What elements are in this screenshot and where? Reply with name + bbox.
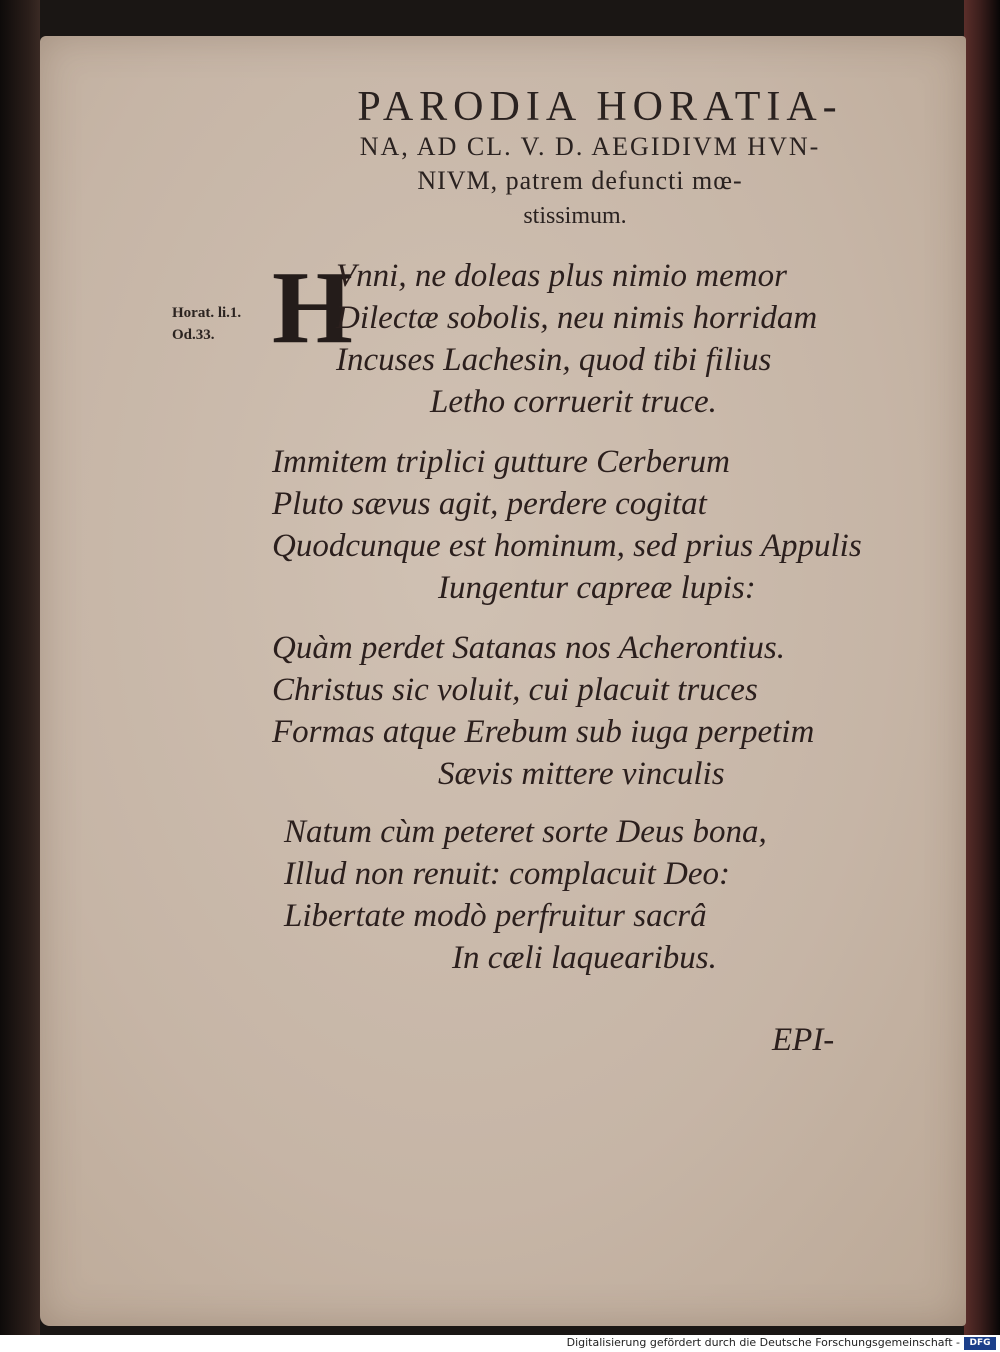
verse-line: Formas atque Erebum sub iuga perpetim [272, 714, 815, 750]
verse-line: Pluto sævus agit, perdere cogitat [272, 486, 707, 522]
margin-note [172, 302, 241, 346]
book-page [40, 36, 966, 1326]
margin-note-line-2: Od.33. [172, 327, 215, 343]
verse-line: Incuses Lachesin, quod tibi filius [336, 342, 772, 378]
page-heading [230, 84, 930, 234]
verse-line: Libertate modò perfruitur sacrâ [284, 898, 707, 934]
heading-line-4: stissimum. [523, 203, 627, 229]
verse-line: Dilectæ sobolis, neu nimis horridam [336, 300, 818, 336]
scan-edge-left [0, 0, 40, 1335]
drop-capital: H [272, 250, 353, 365]
verse-line: Quàm perdet Satanas nos Acherontius. [272, 630, 785, 666]
heading-line-2: NA, AD CL. V. D. AEGIDIVM HVN- [359, 132, 821, 161]
verse-line: Natum cùm peteret sorte Deus bona, [284, 814, 767, 850]
verse-line: Iungentur capreæ lupis: [438, 570, 756, 606]
footer-bar [0, 1335, 1000, 1352]
verse-line: In cæli laquearibus. [452, 940, 717, 976]
footer-credit: Digitalisierung gefördert durch die Deutsche Forschungsgemeinschaft - [566, 1336, 960, 1349]
heading-line-1: PARODIA HORATIA- [357, 84, 843, 130]
scan-edge-right [964, 0, 1000, 1335]
verse-line: Immitem triplici gutture Cerberum [272, 444, 730, 480]
heading-line-3: NIVM, patrem defuncti mœ- [417, 166, 743, 195]
verse-line: Vnni, ne doleas plus nimio memor [336, 258, 787, 294]
verse-line: Christus sic voluit, cui placuit truces [272, 672, 758, 708]
verse-line: Letho corruerit truce. [430, 384, 717, 420]
catchword: EPI- [772, 1022, 835, 1058]
verse-line: Sævis mittere vinculis [438, 756, 725, 792]
verse-line: Quodcunque est hominum, sed prius Appulis [272, 528, 862, 564]
dfg-logo[interactable]: DFG [964, 1337, 996, 1350]
verse-line: Illud non renuit: complacuit Deo: [284, 856, 731, 892]
margin-note-line-1: Horat. li.1. [172, 305, 242, 321]
